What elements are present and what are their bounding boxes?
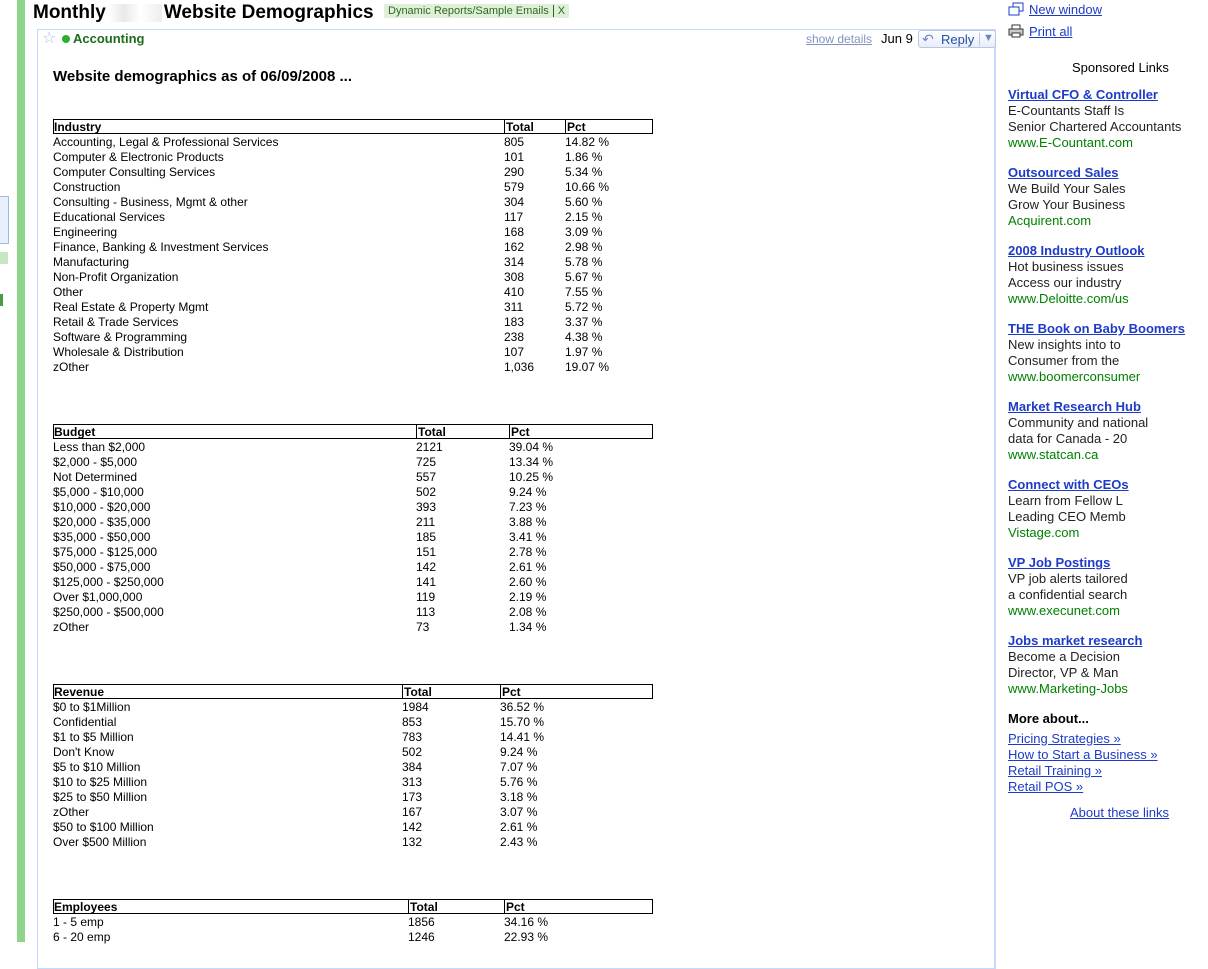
row-label: Educational Services	[53, 210, 166, 224]
row-label: $0 to $1Million	[53, 700, 131, 714]
ad-url[interactable]: Vistage.com	[1008, 525, 1080, 540]
table-row	[53, 469, 653, 484]
row-pct: 4.38 %	[565, 330, 603, 344]
left-edge-strip	[0, 252, 8, 264]
row-total: 579	[504, 180, 525, 194]
table-row	[53, 744, 653, 759]
column-divider	[408, 900, 409, 913]
column-header: Industry	[54, 120, 102, 134]
table-header	[53, 899, 653, 914]
table-row	[53, 729, 653, 744]
table-row	[53, 574, 653, 589]
ad-title-link[interactable]: Outsourced Sales	[1008, 165, 1119, 180]
ad-url[interactable]: Acquirent.com	[1008, 213, 1092, 228]
ad-description: Director, VP & Man	[1008, 665, 1119, 680]
row-total: 314	[504, 255, 525, 269]
row-total: 783	[402, 730, 423, 744]
row-pct: 7.07 %	[500, 760, 538, 774]
demographics-table-revenue	[53, 684, 653, 849]
more-about-link[interactable]: Pricing Strategies »	[1008, 731, 1121, 746]
row-total: 1856	[408, 915, 435, 929]
row-total: 384	[402, 760, 423, 774]
row-total: 117	[504, 210, 524, 224]
table-row	[53, 254, 653, 269]
left-edge-panel	[0, 196, 9, 244]
label-text[interactable]: Dynamic Reports/Sample Emails	[388, 5, 549, 17]
row-pct: 36.52 %	[500, 700, 545, 714]
table-row	[53, 314, 653, 329]
row-total: 502	[416, 485, 437, 499]
column-divider	[500, 685, 501, 698]
table-row	[53, 149, 653, 164]
row-pct: 1.86 %	[565, 150, 603, 164]
row-label: Don't Know	[53, 745, 114, 759]
row-label: Wholesale & Distribution	[53, 345, 184, 359]
sponsored-ad[interactable]	[1008, 87, 1208, 151]
more-about-link[interactable]: Retail POS »	[1008, 779, 1084, 794]
row-total: 151	[416, 545, 437, 559]
row-pct: 2.19 %	[509, 590, 547, 604]
more-options-dropdown-icon[interactable]: ▼	[983, 32, 994, 44]
row-total: 107	[504, 345, 525, 359]
row-pct: 34.16 %	[504, 915, 549, 929]
table-row	[53, 269, 653, 284]
reply-divider	[979, 33, 980, 46]
sponsored-ad[interactable]	[1008, 555, 1208, 619]
ad-url[interactable]: www.Marketing-Jobs	[1008, 681, 1128, 696]
table-row	[53, 774, 653, 789]
row-label: Over $1,000,000	[53, 590, 143, 604]
column-divider	[416, 425, 417, 438]
row-label: $10 to $25 Million	[53, 775, 148, 789]
row-total: 1,036	[504, 360, 535, 374]
table-row	[53, 699, 653, 714]
ad-description: We Build Your Sales	[1008, 181, 1126, 196]
row-pct: 14.41 %	[500, 730, 545, 744]
row-label: Other	[53, 285, 84, 299]
sponsored-ad[interactable]	[1008, 243, 1208, 307]
column-divider	[509, 425, 510, 438]
ad-title-link[interactable]: VP Job Postings	[1008, 555, 1111, 570]
row-pct: 3.37 %	[565, 315, 603, 329]
row-label: Not Determined	[53, 470, 138, 484]
table-row	[53, 329, 653, 344]
row-label: zOther	[53, 620, 90, 634]
row-total: 185	[416, 530, 437, 544]
row-total: 168	[504, 225, 525, 239]
column-header: Total	[418, 425, 446, 439]
table-row	[53, 359, 653, 374]
table-row	[53, 589, 653, 604]
row-total: 238	[504, 330, 525, 344]
row-pct: 3.09 %	[565, 225, 603, 239]
sponsored-ad[interactable]	[1008, 477, 1208, 541]
table-row	[53, 499, 653, 514]
row-pct: 7.23 %	[509, 500, 547, 514]
row-total: 853	[402, 715, 423, 729]
row-total: 725	[416, 455, 437, 469]
ad-description: Leading CEO Memb	[1008, 509, 1126, 524]
row-total: 211	[416, 515, 436, 529]
row-label: Manufacturing	[53, 255, 130, 269]
row-pct: 5.72 %	[565, 300, 603, 314]
message-date: Jun 9	[881, 31, 913, 46]
ad-title-link[interactable]: THE Book on Baby Boomers	[1008, 321, 1185, 336]
table-row	[53, 514, 653, 529]
row-label: zOther	[53, 805, 90, 819]
table-row	[53, 619, 653, 634]
demographics-table-employees	[53, 899, 653, 944]
column-header: Total	[506, 120, 534, 134]
row-pct: 5.60 %	[565, 195, 603, 209]
row-pct: 2.60 %	[509, 575, 547, 589]
row-pct: 2.61 %	[509, 560, 547, 574]
row-total: 2121	[416, 440, 443, 454]
title-right: Website Demographics	[163, 2, 374, 23]
table-row	[53, 344, 653, 359]
column-divider	[504, 120, 505, 133]
row-pct: 2.98 %	[565, 240, 603, 254]
row-label: Engineering	[53, 225, 118, 239]
table-row	[53, 804, 653, 819]
ad-description: VP job alerts tailored	[1008, 571, 1128, 586]
show-details-link[interactable]: show details	[806, 32, 873, 46]
table-row	[53, 929, 653, 944]
row-pct: 9.24 %	[500, 745, 538, 759]
table-row	[53, 134, 653, 149]
column-header: Pct	[502, 685, 521, 699]
row-label: $5 to $10 Million	[53, 760, 141, 774]
star-icon[interactable]: ☆	[42, 30, 57, 47]
row-label: $1 to $5 Million	[53, 730, 134, 744]
column-header: Total	[404, 685, 432, 699]
row-label: $2,000 - $5,000	[53, 455, 138, 469]
table-row	[53, 789, 653, 804]
row-label: zOther	[53, 360, 90, 374]
table-row	[53, 284, 653, 299]
row-total: 1984	[402, 700, 429, 714]
ad-title-link[interactable]: Jobs market research	[1008, 633, 1143, 648]
row-pct: 2.61 %	[500, 820, 538, 834]
more-about-link[interactable]: Retail Training »	[1008, 763, 1102, 778]
ad-title-link[interactable]: Virtual CFO & Controller	[1008, 87, 1158, 102]
row-label: $20,000 - $35,000	[53, 515, 151, 529]
row-total: 311	[504, 300, 524, 314]
row-pct: 2.43 %	[500, 835, 538, 849]
demographics-table-budget	[53, 424, 653, 634]
row-pct: 3.18 %	[500, 790, 538, 804]
sender-name[interactable]: Accounting	[73, 31, 145, 46]
table-header	[53, 424, 653, 439]
row-total: 142	[402, 820, 423, 834]
row-label: 1 - 5 emp	[53, 915, 104, 929]
row-label: Construction	[53, 180, 121, 194]
label-remove-button[interactable]: X	[553, 5, 565, 17]
sponsored-ad[interactable]	[1008, 399, 1208, 463]
row-total: 173	[402, 790, 423, 804]
column-header: Pct	[567, 120, 586, 134]
row-total: 393	[416, 500, 437, 514]
ad-description: Grow Your Business	[1008, 197, 1126, 212]
row-pct: 15.70 %	[500, 715, 545, 729]
sponsored-links-heading: Sponsored Links	[1072, 60, 1169, 75]
label-chip[interactable]	[384, 4, 569, 18]
row-label: Computer & Electronic Products	[53, 150, 224, 164]
row-label: Computer Consulting Services	[53, 165, 216, 179]
ad-title-link[interactable]: Market Research Hub	[1008, 399, 1141, 414]
row-pct: 13.34 %	[509, 455, 554, 469]
row-pct: 19.07 %	[565, 360, 610, 374]
row-total: 308	[504, 270, 525, 284]
column-header: Pct	[511, 425, 530, 439]
table-row	[53, 529, 653, 544]
redacted-text	[108, 4, 162, 22]
new-window-icon[interactable]	[1008, 2, 1024, 16]
column-divider	[504, 900, 505, 913]
table-row	[53, 194, 653, 209]
row-label: $75,000 - $125,000	[53, 545, 158, 559]
table-header	[53, 684, 653, 699]
table-row	[53, 759, 653, 774]
row-pct: 10.66 %	[565, 180, 610, 194]
row-total: 304	[504, 195, 525, 209]
row-label: $25 to $50 Million	[53, 790, 148, 804]
column-header: Employees	[54, 900, 118, 914]
table-row	[53, 239, 653, 254]
table-row	[53, 209, 653, 224]
reply-label: Reply	[941, 32, 975, 47]
row-pct: 3.07 %	[500, 805, 538, 819]
column-header: Revenue	[54, 685, 105, 699]
table-row	[53, 484, 653, 499]
row-label: Less than $2,000	[53, 440, 146, 454]
row-label: $50,000 - $75,000	[53, 560, 151, 574]
table-row	[53, 439, 653, 454]
reply-icon: ↶	[922, 31, 934, 47]
row-label: $125,000 - $250,000	[53, 575, 164, 589]
conversation-title	[33, 2, 374, 24]
row-total: 113	[416, 605, 436, 619]
table-header	[53, 119, 653, 134]
row-total: 313	[402, 775, 423, 789]
print-all-link[interactable]: Print all	[1029, 24, 1073, 39]
message-header[interactable]	[38, 30, 994, 50]
column-header: Budget	[54, 425, 96, 439]
row-pct: 7.55 %	[565, 285, 603, 299]
row-total: 1246	[408, 930, 435, 944]
ad-url[interactable]: www.E-Countant.com	[1008, 135, 1133, 150]
table-row	[53, 714, 653, 729]
row-label: Retail & Trade Services	[53, 315, 179, 329]
row-total: 805	[504, 135, 525, 149]
row-total: 101	[504, 150, 525, 164]
row-label: 6 - 20 emp	[53, 930, 111, 944]
sponsored-ad[interactable]	[1008, 321, 1208, 385]
sponsored-ad[interactable]	[1008, 633, 1208, 697]
table-row	[53, 834, 653, 849]
row-total: 141	[416, 575, 437, 589]
column-header: Pct	[506, 900, 525, 914]
left-edge-mark	[0, 294, 3, 306]
printer-icon[interactable]	[1008, 24, 1024, 38]
ad-description: data for Canada - 20	[1008, 431, 1128, 446]
table-row	[53, 164, 653, 179]
row-label: $35,000 - $50,000	[53, 530, 151, 544]
row-pct: 2.78 %	[509, 545, 547, 559]
online-status-icon	[62, 35, 70, 43]
left-accent-bar	[17, 0, 25, 942]
row-label: $250,000 - $500,000	[53, 605, 164, 619]
more-about-link[interactable]: How to Start a Business »	[1008, 747, 1158, 762]
row-label: Finance, Banking & Investment Services	[53, 240, 269, 254]
row-pct: 2.15 %	[565, 210, 603, 224]
row-label: Software & Programming	[53, 330, 188, 344]
row-total: 142	[416, 560, 437, 574]
row-pct: 14.82 %	[565, 135, 610, 149]
row-label: $50 to $100 Million	[53, 820, 154, 834]
row-pct: 9.24 %	[509, 485, 547, 499]
row-total: 290	[504, 165, 525, 179]
ad-title-link[interactable]: Connect with CEOs	[1008, 477, 1129, 492]
row-pct: 5.76 %	[500, 775, 538, 789]
new-window-link[interactable]: New window	[1029, 2, 1102, 17]
right-sidebar	[1008, 0, 1185, 942]
ad-description: E-Countants Staff Is	[1008, 103, 1125, 118]
row-pct: 5.67 %	[565, 270, 603, 284]
ad-description: Community and national	[1008, 415, 1149, 430]
column-divider	[402, 685, 403, 698]
row-pct: 5.78 %	[565, 255, 603, 269]
ad-description: Senior Chartered Accountants	[1008, 119, 1182, 134]
sponsored-ad[interactable]	[1008, 165, 1208, 229]
row-total: 502	[402, 745, 423, 759]
report-heading: Website demographics as of 06/09/2008 ...	[53, 68, 353, 85]
demographics-table-industry	[53, 119, 653, 374]
table-row	[53, 454, 653, 469]
ad-description: Consumer from the	[1008, 353, 1120, 368]
row-total: 119	[416, 590, 436, 604]
row-pct: 2.08 %	[509, 605, 547, 619]
row-label: $5,000 - $10,000	[53, 485, 144, 499]
row-pct: 39.04 %	[509, 440, 554, 454]
table-row	[53, 224, 653, 239]
row-total: 162	[504, 240, 525, 254]
ad-url[interactable]: www.Deloitte.com/us	[1008, 291, 1129, 306]
ad-url[interactable]: www.boomerconsumer	[1008, 369, 1141, 384]
table-row	[53, 559, 653, 574]
row-label: Confidential	[53, 715, 117, 729]
ad-description: Access our industry	[1008, 275, 1122, 290]
row-pct: 10.25 %	[509, 470, 554, 484]
table-row	[53, 179, 653, 194]
table-row	[53, 914, 653, 929]
row-pct: 3.88 %	[509, 515, 547, 529]
row-total: 73	[416, 620, 430, 634]
row-total: 183	[504, 315, 525, 329]
table-row	[53, 819, 653, 834]
row-pct: 1.97 %	[565, 345, 603, 359]
column-header: Total	[410, 900, 438, 914]
row-label: Consulting - Business, Mgmt & other	[53, 195, 248, 209]
row-total: 410	[504, 285, 525, 299]
row-label: Over $500 Million	[53, 835, 147, 849]
row-total: 167	[402, 805, 423, 819]
reply-button[interactable]	[918, 30, 996, 48]
table-row	[53, 299, 653, 314]
row-pct: 22.93 %	[504, 930, 549, 944]
row-pct: 1.34 %	[509, 620, 547, 634]
row-label: Accounting, Legal & Professional Services	[53, 135, 279, 149]
ad-description: New insights into to	[1008, 337, 1121, 352]
ad-url[interactable]: www.statcan.ca	[1008, 447, 1099, 462]
row-pct: 3.41 %	[509, 530, 547, 544]
row-total: 557	[416, 470, 437, 484]
row-label: Non-Profit Organization	[53, 270, 179, 284]
row-pct: 5.34 %	[565, 165, 603, 179]
table-row	[53, 604, 653, 619]
ad-description: Hot business issues	[1008, 259, 1124, 274]
more-about-heading: More about...	[1008, 711, 1089, 726]
about-links-link[interactable]: About these links	[1070, 805, 1170, 820]
title-left: Monthly	[33, 2, 106, 23]
table-row	[53, 544, 653, 559]
ad-description: Learn from Fellow L	[1008, 493, 1123, 508]
ad-url[interactable]: www.execunet.com	[1008, 603, 1120, 618]
ad-description: Become a Decision	[1008, 649, 1120, 664]
column-divider	[565, 120, 566, 133]
row-total: 132	[402, 835, 423, 849]
row-label: $10,000 - $20,000	[53, 500, 151, 514]
row-label: Real Estate & Property Mgmt	[53, 300, 209, 314]
ad-title-link[interactable]: 2008 Industry Outlook	[1008, 243, 1145, 258]
ad-description: a confidential search	[1008, 587, 1128, 602]
